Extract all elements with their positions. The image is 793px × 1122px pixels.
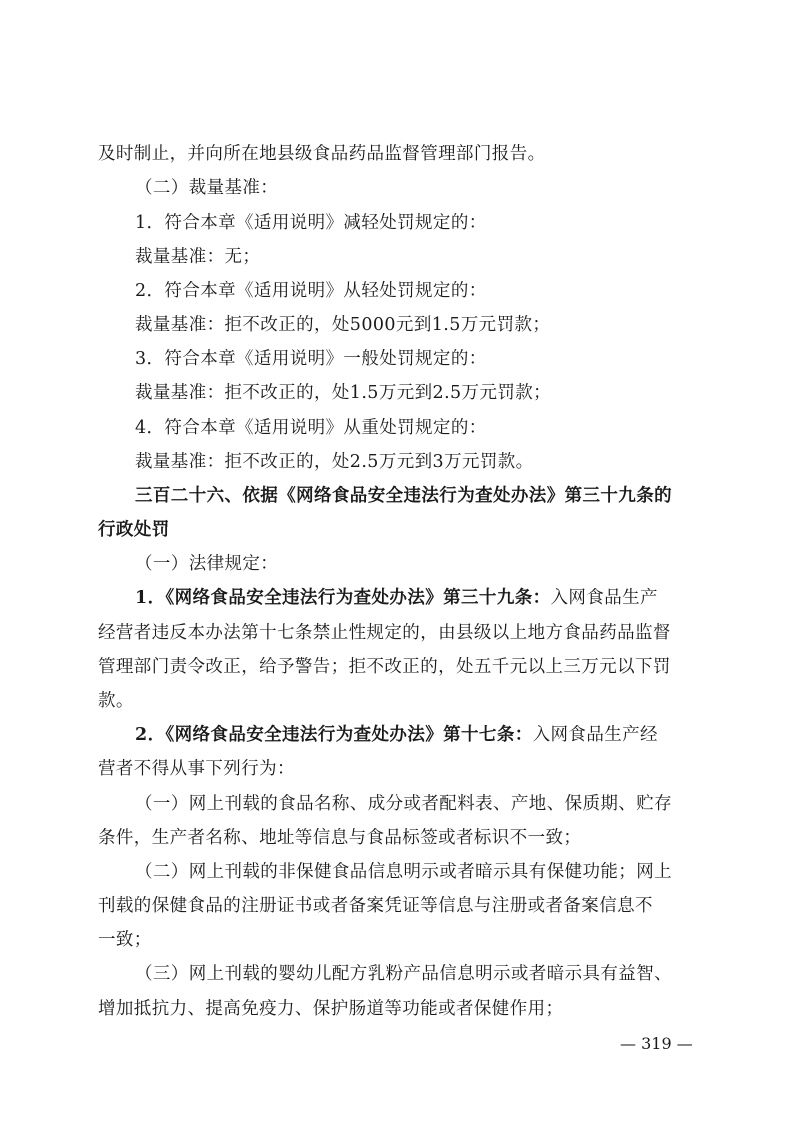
text-line: 4．符合本章《适用说明》从重处罚规定的： <box>135 418 487 438</box>
clause-text: 入网食品生产经 <box>532 725 658 745</box>
text-line <box>0 723 793 747</box>
text-line: 3．符合本章《适用说明》一般处罚规定的： <box>135 349 487 369</box>
section-heading: （一）法律规定： <box>135 554 279 574</box>
page-number: — 319 — <box>620 1034 693 1053</box>
text-line: 款。 <box>98 691 134 711</box>
text-line: 条件，生产者名称、地址等信息与食品标签或者标识不一致； <box>98 828 582 848</box>
article-heading: 三百二十六、依据《网络食品安全违法行为查处办法》第三十九条的 <box>135 486 672 506</box>
article-heading-continued: 行政处罚 <box>98 520 170 540</box>
text-line: 一致； <box>98 930 152 950</box>
clause-text: 入网食品生产 <box>550 588 658 608</box>
text-line: 裁量基准：拒不改正的，处5000元到1.5万元罚款； <box>135 315 551 335</box>
section-heading: （二）裁量基准： <box>135 178 279 198</box>
clause-reference: 2．《网络食品安全违法行为查处办法》第十七条： <box>135 725 533 745</box>
text-line: 增加抵抗力、提高免疫力、保护肠道等功能或者保健作用； <box>98 999 564 1019</box>
text-line: 2．符合本章《适用说明》从轻处罚规定的： <box>135 281 487 301</box>
text-line: （一）网上刊载的食品名称、成分或者配料表、产地、保质期、贮存 <box>135 794 672 814</box>
text-line: 刊载的保健食品的注册证书或者备案凭证等信息与注册或者备案信息不 <box>98 896 653 916</box>
text-line <box>0 586 793 610</box>
text-line: 营者不得从事下列行为： <box>98 759 295 779</box>
text-line: 裁量基准：拒不改正的，处2.5万元到3万元罚款。 <box>135 452 534 472</box>
text-line: 经营者违反本办法第十七条禁止性规定的，由县级以上地方食品药品监督 <box>98 623 671 643</box>
text-line: （三）网上刊载的婴幼儿配方乳粉产品信息明示或者暗示具有益智、 <box>135 964 672 984</box>
clause-reference: 1．《网络食品安全违法行为查处办法》第三十九条： <box>135 588 551 608</box>
text-line: 及时制止，并向所在地县级食品药品监督管理部门报告。 <box>98 144 546 164</box>
text-line: 裁量基准：拒不改正的，处1.5万元到2.5万元罚款； <box>135 383 552 403</box>
text-line: 裁量基准：无； <box>135 247 261 267</box>
text-line: （二）网上刊载的非保健食品信息明示或者暗示具有保健功能；网上 <box>135 862 672 882</box>
text-line: 1．符合本章《适用说明》减轻处罚规定的： <box>135 213 487 233</box>
text-line: 管理部门责令改正，给予警告；拒不改正的，处五千元以上三万元以下罚 <box>98 657 671 677</box>
